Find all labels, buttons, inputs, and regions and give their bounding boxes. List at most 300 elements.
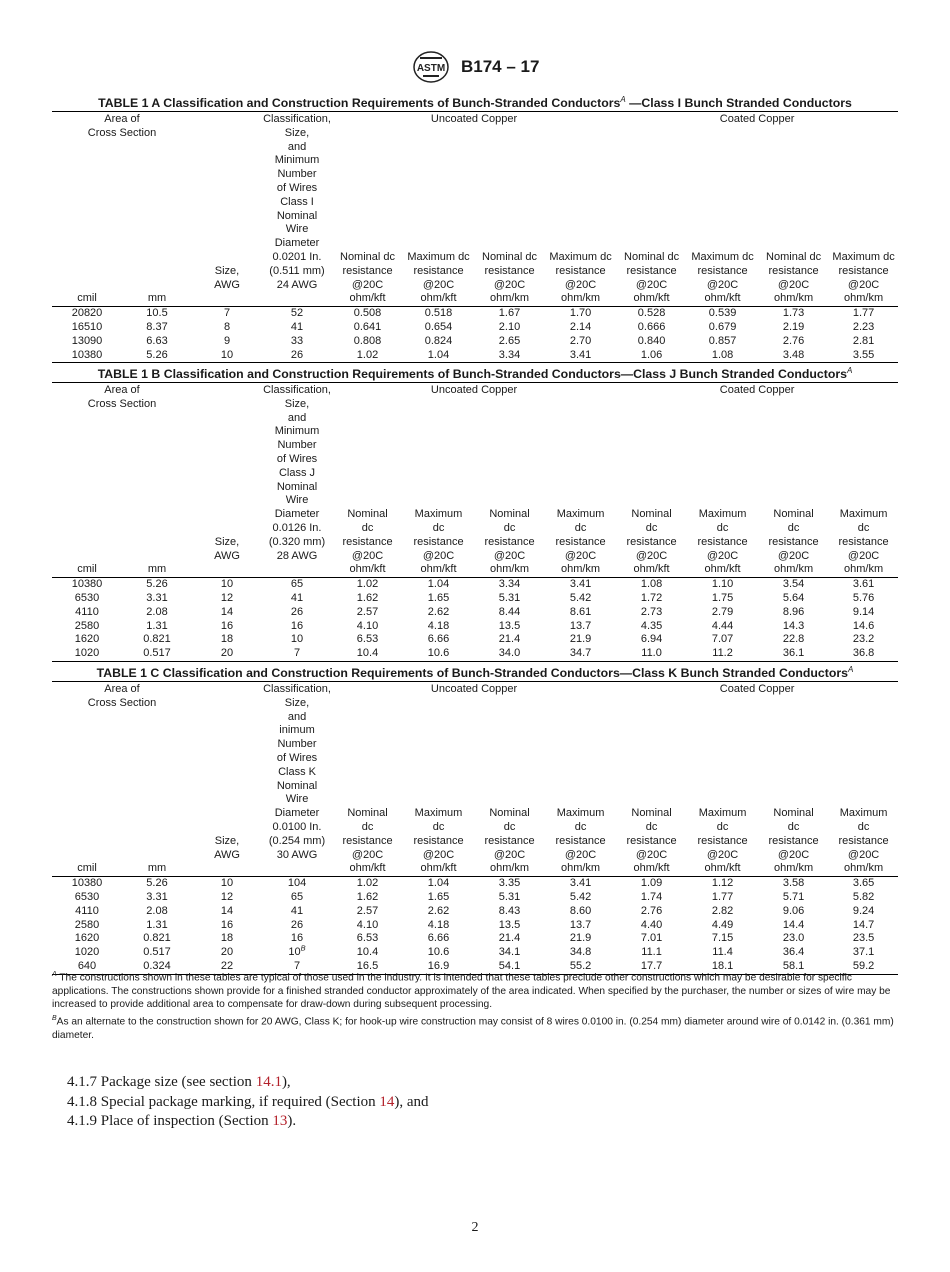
cell-wires: 41 xyxy=(290,904,304,917)
cell-unc-max-kft: 4.18 xyxy=(427,918,450,931)
cell-mm: 1.31 xyxy=(146,619,168,632)
cell-unc-max-kft: 1.65 xyxy=(427,890,450,903)
table-1c xyxy=(52,683,898,975)
cell-unc-max-km: 21.9 xyxy=(569,633,592,646)
cell-unc-nom-kft: 0.641 xyxy=(353,320,382,333)
cell-mm: 5.26 xyxy=(146,877,168,890)
area-header: Area of Cross Section xyxy=(87,384,157,410)
svg-text:ASTM: ASTM xyxy=(416,63,445,74)
cell-coat-max-km: 9.24 xyxy=(852,904,875,917)
unit-coat-max-km: ohm/km xyxy=(829,563,898,577)
cell-unc-nom-kft: 1.02 xyxy=(332,349,403,363)
cell-mm: 3.31 xyxy=(146,890,168,903)
cell-wires: $10^B$ xyxy=(288,943,306,959)
unit-coat-max-kft: ohm/kft xyxy=(687,862,758,876)
units-row xyxy=(52,862,898,876)
table-row xyxy=(52,891,898,905)
resistance-header: Nominal dc resistance @20C xyxy=(484,807,535,861)
unit-unc-nom-kft: ohm/kft xyxy=(332,862,403,876)
unit-cmil: cmil xyxy=(52,292,122,306)
cell-unc-max-kft: 2.62 xyxy=(427,904,450,917)
uncoated-copper-header: Uncoated Copper xyxy=(430,683,518,695)
table-row xyxy=(52,946,898,960)
unit-unc-nom-kft: ohm/kft xyxy=(332,292,403,306)
resistance-header: Nominal dc resistance @20C xyxy=(766,250,822,291)
page-header xyxy=(0,50,950,84)
resistance-header: Maximum dc resistance @20C xyxy=(413,807,464,861)
cell-cmil: 2580 xyxy=(74,918,100,931)
cell-awg: 20 xyxy=(192,647,262,661)
uncoated-copper-header: Uncoated Copper xyxy=(430,384,518,396)
area-header: Area of Cross Section xyxy=(87,683,157,709)
units-row xyxy=(52,563,898,577)
cell-mm: 0.324 xyxy=(122,960,192,974)
cell-unc-nom-km: 13.5 xyxy=(498,918,521,931)
table-row xyxy=(52,349,898,363)
cell-awg: 10 xyxy=(192,349,262,363)
cell-wires: 10 xyxy=(290,633,304,646)
cell-coat-nom-kft: 17.7 xyxy=(616,960,687,974)
cell-unc-max-kft: 0.654 xyxy=(424,320,453,333)
unit-unc-nom-km: ohm/km xyxy=(474,292,545,306)
unit-awg xyxy=(192,563,262,577)
cell-awg: 18 xyxy=(220,633,234,646)
cell-coat-nom-km: 14.3 xyxy=(782,619,805,632)
size-header: Size, AWG xyxy=(214,535,240,562)
cell-wires: 26 xyxy=(290,918,304,931)
cell-coat-nom-km: 8.96 xyxy=(782,605,805,618)
unit-unc-max-kft: ohm/kft xyxy=(403,292,474,306)
cell-unc-max-kft: 4.18 xyxy=(427,619,450,632)
cell-mm: 0.517 xyxy=(143,946,171,959)
cell-wires: 16 xyxy=(290,932,304,945)
cell-coat-nom-kft: 7.01 xyxy=(640,932,663,945)
cell-unc-nom-km: 3.34 xyxy=(498,578,521,591)
cell-coat-max-kft: 11.4 xyxy=(712,946,733,959)
cell-unc-nom-km: 8.43 xyxy=(498,904,521,917)
cell-mm: 8.37 xyxy=(146,320,168,333)
cell-coat-max-kft: 2.82 xyxy=(711,904,734,917)
resistance-header: Maximum dc resistance @20C xyxy=(407,250,470,291)
cell-wires: 33 xyxy=(290,334,304,347)
cell-unc-max-km: 55.2 xyxy=(545,960,616,974)
cell-mm: 0.821 xyxy=(143,932,171,945)
resistance-header: Maximum dc resistance @20C xyxy=(691,250,754,291)
cell-unc-max-km: 5.42 xyxy=(569,890,592,903)
resistance-header: Maximum dc resistance @20C xyxy=(832,250,895,291)
table-row xyxy=(52,620,898,634)
coated-copper-header: Coated Copper xyxy=(719,683,795,695)
cell-coat-nom-kft: 0.840 xyxy=(637,334,666,347)
cell-unc-nom-kft: 16.5 xyxy=(332,960,403,974)
table-1a xyxy=(52,113,898,363)
unit-coat-max-km: ohm/km xyxy=(829,292,898,306)
resistance-header: Nominal dc resistance @20C xyxy=(342,807,393,861)
resistance-header: Maximum dc resistance @20C xyxy=(549,250,612,291)
cell-unc-max-kft: 2.62 xyxy=(427,605,450,618)
cell-coat-nom-kft: 2.73 xyxy=(640,605,663,618)
resistance-header: Maximum dc resistance @20C xyxy=(555,508,606,562)
cell-unc-max-kft: 10.6 xyxy=(403,647,474,661)
cell-unc-max-kft: 0.824 xyxy=(424,334,453,347)
cell-cmil: 6530 xyxy=(74,591,100,604)
cell-coat-nom-km: 2.76 xyxy=(782,334,805,347)
unit-coat-nom-km: ohm/km xyxy=(758,292,829,306)
resistance-header: Nominal dc resistance @20C xyxy=(626,508,677,562)
cell-coat-nom-km: 3.48 xyxy=(758,349,829,363)
cell-mm: 2.08 xyxy=(146,904,168,917)
unit-wires xyxy=(262,292,332,306)
footnote-b: $^B$As an alternate to the construction shown for 20 AWG, Class K; for hook-up wire construction may consist of 8 wires 0.0100 in. (0.254 mm) diameter around wire of 0.0142 in. (0.361 mm) diameter. xyxy=(52,1014,894,1041)
cell-wires: 41 xyxy=(290,591,304,604)
size-header: Size, AWG xyxy=(214,264,240,291)
cell-coat-nom-km: 36.1 xyxy=(758,647,829,661)
cell-coat-nom-km: 23.0 xyxy=(782,932,805,945)
cell-coat-max-kft: 0.539 xyxy=(708,307,737,320)
resistance-header: Maximum dc resistance @20C xyxy=(838,807,889,861)
resistance-header: Nominal dc resistance @20C xyxy=(626,807,677,861)
cell-unc-nom-kft: 2.57 xyxy=(356,904,379,917)
unit-unc-max-km: ohm/km xyxy=(545,563,616,577)
cell-unc-max-km: 34.7 xyxy=(545,647,616,661)
resistance-header: Maximum dc resistance @20C xyxy=(413,508,464,562)
cell-coat-max-kft: 0.857 xyxy=(708,334,737,347)
cell-unc-nom-km: 2.10 xyxy=(498,320,521,333)
cell-wires: 26 xyxy=(262,349,332,363)
cell-coat-max-kft: 2.79 xyxy=(711,605,734,618)
cell-coat-nom-km: 14.4 xyxy=(782,918,805,931)
size-header: Size, AWG xyxy=(214,834,240,861)
cell-coat-nom-km: 1.73 xyxy=(782,307,805,320)
unit-unc-max-km: ohm/km xyxy=(545,862,616,876)
document-title: B174 – 17 xyxy=(461,57,540,76)
table-1b-title: TABLE 1 B Classification and Construction Requirements of Bunch-Stranded Conductors—Class J Bunch Stranded Conductors$^A$ xyxy=(97,366,853,382)
cell-coat-nom-kft: 4.35 xyxy=(640,619,663,632)
cell-unc-max-km: 3.41 xyxy=(569,877,592,890)
cell-coat-nom-km: 3.54 xyxy=(782,578,805,591)
cell-mm: 0.821 xyxy=(143,633,171,646)
unit-wires xyxy=(262,563,332,577)
unit-awg xyxy=(192,292,262,306)
cell-unc-nom-km: 34.1 xyxy=(498,946,521,959)
cell-wires: 26 xyxy=(290,605,304,618)
page-number: 2 xyxy=(471,1220,479,1235)
cell-coat-max-kft: 1.12 xyxy=(711,877,734,890)
cell-awg: 10 xyxy=(220,877,234,890)
resistance-header: Nominal dc resistance @20C xyxy=(768,807,819,861)
cell-unc-nom-km: 54.1 xyxy=(474,960,545,974)
section-link[interactable]: 14 xyxy=(379,1093,395,1110)
cell-coat-nom-kft: 6.94 xyxy=(640,633,663,646)
section-link[interactable]: 13 xyxy=(272,1113,288,1129)
resistance-header: Maximum dc resistance @20C xyxy=(838,508,889,562)
table-row xyxy=(52,932,898,946)
cell-cmil: 2580 xyxy=(74,619,100,632)
cell-awg: 9 xyxy=(223,334,231,347)
cell-wires: 65 xyxy=(290,578,304,591)
cell-coat-max-km: 3.61 xyxy=(852,578,875,591)
section-link[interactable]: 14.1 xyxy=(255,1074,282,1090)
unit-awg xyxy=(192,862,262,876)
cell-coat-nom-km: 9.06 xyxy=(782,904,805,917)
cell-unc-max-kft: 1.04 xyxy=(427,877,450,890)
cell-wires: 16 xyxy=(290,619,304,632)
table-row xyxy=(52,578,898,592)
cell-coat-max-km: 5.76 xyxy=(852,591,875,604)
cell-unc-max-km: 8.60 xyxy=(569,904,592,917)
cell-cmil: 10380 xyxy=(71,877,103,890)
cell-coat-nom-km: 36.4 xyxy=(782,946,805,959)
table-row xyxy=(52,877,898,891)
cell-cmil: 4110 xyxy=(75,605,99,618)
header-row xyxy=(52,683,898,719)
cell-cmil: 10380 xyxy=(71,578,103,591)
cell-unc-max-kft: 10.6 xyxy=(427,946,450,959)
footnote-a: $^A$ The constructions shown in these tables are typical of those used in the industry. It is intended that these tables preclude other constructions which may be desirable for specific applications. The constructions shown provide for a finished stranded conductor approximately of the area indicated. When specified by the purchaser, the number or sizes of wire may be increased to provide additional area to compensate for draw-down during subsequent processing. xyxy=(52,971,891,1011)
cell-coat-nom-kft: 0.528 xyxy=(637,307,666,320)
resistance-header: Maximum dc resistance @20C xyxy=(697,807,748,861)
table-row xyxy=(52,905,898,919)
resistance-header: Maximum dc resistance @20C xyxy=(555,807,606,861)
cell-awg: 16 xyxy=(220,918,234,931)
cell-unc-max-km: 1.70 xyxy=(569,307,592,320)
cell-wires: 65 xyxy=(290,890,304,903)
cell-wires: 52 xyxy=(290,307,304,320)
cell-awg: 16 xyxy=(220,619,234,632)
unit-unc-nom-kft: ohm/kft xyxy=(332,563,403,577)
classification-header: Classification, Size, and Minimum Number of Wires Class J Nominal Wire Diameter 0.0126 In. (0.320 mm) 28 AWG xyxy=(263,384,331,562)
cell-unc-nom-km: 1.67 xyxy=(498,307,521,320)
area-header: Area of Cross Section xyxy=(87,113,157,139)
astm-logo-icon xyxy=(411,50,451,84)
cell-coat-max-kft: 18.1 xyxy=(687,960,758,974)
cell-unc-max-km: 5.42 xyxy=(569,591,592,604)
cell-coat-max-kft: 1.75 xyxy=(711,591,734,604)
cell-coat-nom-km: 22.8 xyxy=(782,633,805,646)
unit-mm: mm xyxy=(122,292,192,306)
unit-unc-max-kft: ohm/kft xyxy=(403,563,474,577)
table-row xyxy=(52,592,898,606)
cell-coat-nom-km: 58.1 xyxy=(758,960,829,974)
resistance-header: Nominal dc resistance @20C xyxy=(482,250,538,291)
footnote-marker: B xyxy=(300,943,306,953)
cell-coat-nom-kft: 1.74 xyxy=(640,890,663,903)
cell-coat-nom-kft: 2.76 xyxy=(640,904,663,917)
unit-coat-max-km: ohm/km xyxy=(829,862,898,876)
cell-unc-nom-km: 34.0 xyxy=(474,647,545,661)
cell-coat-max-km: 1.77 xyxy=(852,307,875,320)
cell-unc-nom-kft: 4.10 xyxy=(356,619,379,632)
uncoated-copper-header: Uncoated Copper xyxy=(430,113,518,125)
cell-mm: 10.5 xyxy=(146,307,168,320)
cell-unc-nom-km: 3.34 xyxy=(474,349,545,363)
cell-coat-max-km: 14.6 xyxy=(852,619,875,632)
table-footnotes xyxy=(52,968,898,1042)
cell-cmil: 1020 xyxy=(74,946,100,959)
cell-coat-max-kft: 1.10 xyxy=(711,578,734,591)
table-row xyxy=(52,606,898,620)
cell-unc-nom-km: 5.31 xyxy=(498,890,521,903)
body-list xyxy=(67,1073,429,1132)
cell-awg: 10 xyxy=(220,578,234,591)
cell-coat-nom-kft: 1.72 xyxy=(640,591,663,604)
classification-header: Classification, Size, and inimum Number of Wires Class K Nominal Wire Diameter 0.0100 In. (0.254 mm) 30 AWG xyxy=(263,683,331,861)
cell-mm: 6.63 xyxy=(146,334,168,347)
cell-coat-max-km: 9.14 xyxy=(852,605,875,618)
cell-awg: 22 xyxy=(192,960,262,974)
cell-coat-max-kft: 4.44 xyxy=(711,619,734,632)
cell-cmil: 6530 xyxy=(74,890,100,903)
cell-unc-nom-kft: 0.808 xyxy=(353,334,382,347)
list-item: 4.1.7 Package size (see section 14.1), xyxy=(67,1074,291,1090)
cell-wires: 7 xyxy=(262,647,332,661)
resistance-header: Nominal dc resistance @20C xyxy=(624,250,680,291)
table-row xyxy=(52,647,898,661)
resistance-header: Nominal dc resistance @20C xyxy=(768,508,819,562)
cell-cmil: 10380 xyxy=(52,349,122,363)
unit-unc-nom-km: ohm/km xyxy=(474,862,545,876)
classification-header: Classification, Size, and Minimum Number of Wires Class I Nominal Wire Diameter 0.0201 In. (0.511 mm) 24 AWG xyxy=(263,113,331,291)
cell-unc-max-km: 2.70 xyxy=(569,334,592,347)
cell-coat-max-km: 37.1 xyxy=(852,946,875,959)
header-row xyxy=(52,113,898,158)
cell-unc-max-km: 2.14 xyxy=(569,320,592,333)
cell-coat-max-kft: 11.2 xyxy=(687,647,758,661)
cell-coat-nom-kft: 4.40 xyxy=(640,918,663,931)
cell-coat-max-kft: 1.08 xyxy=(687,349,758,363)
cell-coat-max-kft: 7.07 xyxy=(711,633,734,646)
cell-coat-nom-kft: 11.1 xyxy=(641,946,662,959)
resistance-header: Maximum dc resistance @20C xyxy=(697,508,748,562)
table-row xyxy=(52,919,898,933)
cell-mm: 5.26 xyxy=(122,349,192,363)
cell-cmil: 16510 xyxy=(71,320,103,333)
resistance-header: Nominal dc resistance @20C xyxy=(484,508,535,562)
table-1b-top-rule xyxy=(52,382,898,383)
unit-coat-nom-km: ohm/km xyxy=(758,563,829,577)
cell-unc-max-kft: 1.65 xyxy=(427,591,450,604)
cell-unc-nom-kft: 10.4 xyxy=(356,946,379,959)
cell-unc-max-km: 13.7 xyxy=(569,918,592,931)
cell-unc-nom-kft: 0.508 xyxy=(353,307,382,320)
cell-coat-max-kft: 0.679 xyxy=(708,320,737,333)
cell-coat-nom-kft: 1.06 xyxy=(616,349,687,363)
cell-unc-max-km: 8.61 xyxy=(569,605,592,618)
cell-coat-max-kft: 1.77 xyxy=(711,890,734,903)
cell-unc-max-kft: 16.9 xyxy=(403,960,474,974)
cell-coat-nom-km: 2.19 xyxy=(782,320,805,333)
table-row xyxy=(52,335,898,349)
cell-unc-max-kft: 1.04 xyxy=(403,349,474,363)
table-row xyxy=(52,307,898,321)
cell-unc-nom-kft: 6.53 xyxy=(356,932,379,945)
cell-unc-max-kft: 6.66 xyxy=(427,932,450,945)
cell-coat-max-km: 5.82 xyxy=(852,890,875,903)
cell-coat-max-km: 36.8 xyxy=(829,647,898,661)
unit-unc-max-km: ohm/km xyxy=(545,292,616,306)
cell-unc-nom-km: 21.4 xyxy=(498,633,521,646)
cell-unc-nom-km: 3.35 xyxy=(498,877,521,890)
cell-unc-nom-km: 2.65 xyxy=(498,334,521,347)
cell-unc-nom-km: 5.31 xyxy=(498,591,521,604)
list-item: 4.1.9 Place of inspection (Section 13). xyxy=(67,1113,297,1129)
cell-coat-max-kft: 4.49 xyxy=(711,918,734,931)
cell-mm: 0.517 xyxy=(122,647,192,661)
cell-coat-max-km: 59.2 xyxy=(829,960,898,974)
unit-unc-max-kft: ohm/kft xyxy=(403,862,474,876)
cell-coat-max-km: 2.81 xyxy=(852,334,875,347)
table-1c-top-rule xyxy=(52,681,898,682)
cell-coat-nom-km: 3.58 xyxy=(782,877,805,890)
cell-awg: 12 xyxy=(220,591,234,604)
table-row xyxy=(52,633,898,647)
cell-unc-max-km: 34.8 xyxy=(569,946,592,959)
unit-coat-nom-km: ohm/km xyxy=(758,862,829,876)
cell-wires: 104 xyxy=(287,877,307,890)
coated-copper-header: Coated Copper xyxy=(719,113,795,125)
cell-awg: 7 xyxy=(223,307,231,320)
cell-cmil: 4110 xyxy=(75,904,99,917)
table-1a-top-rule xyxy=(52,111,898,112)
cell-awg: 18 xyxy=(220,932,234,945)
cell-unc-nom-kft: 4.10 xyxy=(356,918,379,931)
coated-copper-header: Coated Copper xyxy=(719,384,795,396)
cell-unc-nom-kft: 1.02 xyxy=(356,877,379,890)
cell-unc-nom-kft: 1.62 xyxy=(356,890,379,903)
cell-coat-nom-kft: 11.0 xyxy=(616,647,687,661)
cell-coat-nom-kft: 1.09 xyxy=(640,877,663,890)
unit-coat-nom-kft: ohm/kft xyxy=(616,563,687,577)
cell-unc-max-km: 21.9 xyxy=(569,932,592,945)
resistance-header: Nominal dc resistance @20C xyxy=(342,508,393,562)
unit-mm: mm xyxy=(122,563,192,577)
unit-coat-max-kft: ohm/kft xyxy=(687,292,758,306)
cell-unc-nom-km: 13.5 xyxy=(498,619,521,632)
unit-cmil: cmil xyxy=(52,563,122,577)
cell-awg: 12 xyxy=(220,890,234,903)
cell-wires: 41 xyxy=(290,320,304,333)
cell-coat-max-km: 14.7 xyxy=(852,918,875,931)
resistance-header: Nominal dc resistance @20C xyxy=(340,250,396,291)
cell-unc-nom-kft: 10.4 xyxy=(332,647,403,661)
cell-unc-nom-kft: 1.02 xyxy=(356,578,379,591)
cell-unc-nom-kft: 2.57 xyxy=(356,605,379,618)
table-row xyxy=(52,321,898,335)
cell-cmil: 20820 xyxy=(71,307,103,320)
header-row xyxy=(52,384,898,420)
cell-coat-max-km: 23.2 xyxy=(852,633,875,646)
cell-unc-max-kft: 6.66 xyxy=(427,633,450,646)
cell-cmil: 1620 xyxy=(74,932,100,945)
cell-awg: 14 xyxy=(220,904,234,917)
cell-awg: 20 xyxy=(220,946,234,959)
cell-coat-nom-kft: 1.08 xyxy=(640,578,663,591)
cell-unc-max-km: 13.7 xyxy=(569,619,592,632)
unit-cmil: cmil xyxy=(52,862,122,876)
cell-cmil: 1620 xyxy=(74,633,100,646)
cell-awg: 14 xyxy=(220,605,234,618)
unit-wires xyxy=(262,862,332,876)
table-1a-title: TABLE 1 A Classification and Construction Requirements of Bunch-Stranded Conductors$^A$ —Class I Bunch Stranded Conductors xyxy=(98,95,852,111)
cell-unc-max-km: 3.41 xyxy=(545,349,616,363)
cell-unc-max-km: 3.41 xyxy=(569,578,592,591)
cell-mm: 5.26 xyxy=(146,578,168,591)
cell-cmil: 13090 xyxy=(71,334,103,347)
cell-coat-max-km: 2.23 xyxy=(852,320,875,333)
cell-mm: 2.08 xyxy=(146,605,168,618)
cell-unc-nom-km: 8.44 xyxy=(498,605,521,618)
cell-mm: 1.31 xyxy=(146,918,168,931)
